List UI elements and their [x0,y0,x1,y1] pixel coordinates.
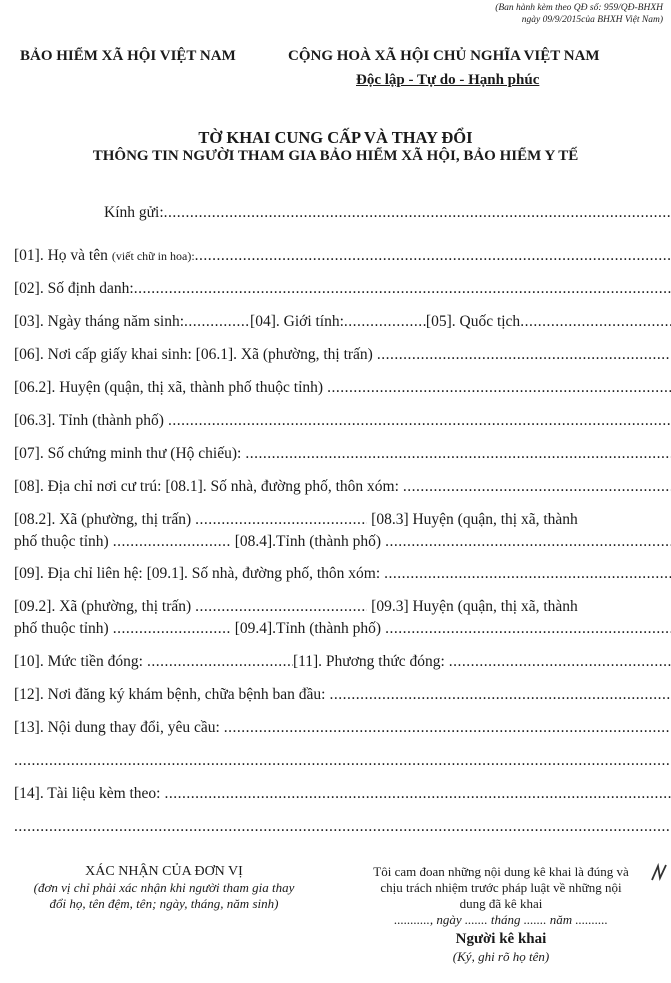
field-14-extra-line[interactable] [14,818,661,836]
field-063-province[interactable] [14,412,661,430]
country-name: CỘNG HOÀ XÃ HỘI CHỦ NGHĨA VIỆT NAM [288,48,600,64]
field-14-label: [14]. Tài liệu kèm theo: [14,785,161,802]
pledge-line2: chịu trách nhiệm trước pháp luật về những nội [380,880,622,895]
field-092-093[interactable] [14,598,661,616]
field-09-dots[interactable] [384,565,671,583]
pledge-line1: Tôi cam đoan những nội dung kê khai là đúng và [373,864,629,879]
field-083-label-cont: phố thuộc tỉnh) [14,533,109,550]
field-08-label: [08]. Địa chỉ nơi cư trú: [08.1]. Số nhà, đường phố, thôn xóm: [14,478,399,495]
field-082-dots[interactable] [195,511,367,529]
date-line[interactable]: ..........., ngày ....... tháng ....... năm .......... [394,912,608,927]
field-13-dots[interactable] [224,719,671,737]
field-13-label: [13]. Nội dung thay đổi, yêu cầu: [14,719,220,736]
field-02-dots[interactable] [134,280,671,298]
field-062-district[interactable] [14,379,661,397]
field-02-id-number[interactable] [14,280,661,298]
field-08-residence[interactable] [14,478,661,496]
pledge-line3: dung đã kê khai [459,896,543,911]
field-03-dots[interactable] [184,313,250,331]
field-05-dots[interactable] [520,313,671,331]
field-13-extra-line[interactable] [14,752,661,770]
field-062-dots[interactable] [327,379,671,397]
field-14-extra-dots[interactable] [14,818,671,836]
handwritten-mark-icon [650,862,670,884]
field-12-health-facility[interactable] [14,686,661,704]
decree-note-line2: ngày 09/9/2015của BHXH Việt Nam) [521,15,663,25]
form-title-line1: TỜ KHAI CUNG CẤP VÀ THAY ĐỔI [198,128,473,147]
unit-confirmation [4,864,324,912]
field-03-label: [03]. Ngày tháng năm sinh: [14,313,185,330]
field-08-dots[interactable] [403,478,671,496]
field-082-083[interactable] [14,511,661,529]
recipient-label: Kính gửi: [104,204,164,221]
field-01-dots[interactable] [195,247,671,265]
unit-title: XÁC NHẬN CỦA ĐƠN VỊ [85,864,243,879]
field-083-dots[interactable] [113,533,231,551]
unit-note-line1: (đơn vị chỉ phải xác nhận khi người tham gia thay [33,880,295,895]
field-01-hint: (viết chữ in hoa): [111,249,195,263]
field-094-label: [09.4].Tỉnh (thành phố) [234,620,382,637]
field-13-change-request[interactable] [14,719,661,737]
declarant-block [340,864,662,965]
field-093-label-cont: phố thuộc tỉnh) [14,620,109,637]
motto: Độc lập - Tự do - Hạnh phúc [356,72,540,88]
field-12-dots[interactable] [329,686,671,704]
field-09-contact-address[interactable] [14,565,661,583]
field-092-label: [09.2]. Xã (phường, thị trấn) [14,598,192,615]
field-01-full-name[interactable] [14,247,661,265]
form-title-line2: THÔNG TIN NGƯỜI THAM GIA BẢO HIỂM XÃ HỘI, BẢO HIỂM Y TẾ [92,148,579,164]
field-06-dots[interactable] [377,346,671,364]
field-063-label: [06.3]. Tỉnh (thành phố) [14,412,164,429]
field-06-label: [06]. Nơi cấp giấy khai sinh: [06.1]. Xã (phường, thị trấn) [14,346,373,363]
field-083-084[interactable] [14,533,661,551]
field-02-label: [02]. Số định danh: [14,280,134,297]
field-03-04-05[interactable] [14,313,661,331]
field-083-label: [08.3] Huyện (quận, thị xã, thành [371,511,578,528]
decree-note [495,2,663,26]
decree-note-line1: (Ban hành kèm theo QĐ số: 959/QĐ-BHXH [495,3,663,13]
recipient-dots[interactable] [164,204,671,222]
field-093-dots[interactable] [113,620,231,638]
field-06-birth-commune[interactable] [14,346,661,364]
field-093-094[interactable] [14,620,661,638]
field-13-extra-dots[interactable] [14,752,671,770]
agency-name: BẢO HIỂM XÃ HỘI VIỆT NAM [20,48,236,64]
field-05-label: [05]. Quốc tịch [425,313,521,330]
field-062-label: [06.2]. Huyện (quận, thị xã, thành phố thuộc tỉnh) [14,379,324,396]
field-11-label: [11]. Phương thức đóng: [292,653,445,670]
field-10-dots[interactable] [147,653,293,671]
field-01-label: [01]. Họ và tên [14,247,108,264]
field-11-dots[interactable] [449,653,671,671]
field-07-id-card[interactable] [14,445,661,463]
field-082-label: [08.2]. Xã (phường, thị trấn) [14,511,192,528]
field-10-label: [10]. Mức tiền đóng: [14,653,143,670]
field-10-11[interactable] [14,653,633,671]
unit-note-line2: đổi họ, tên đệm, tên; ngày, tháng, năm sinh) [49,896,279,911]
declarant-note: (Ký, ghi rõ họ tên) [452,949,550,964]
declarant-title: Người kê khai [455,931,547,947]
field-04-dots[interactable] [344,313,426,331]
field-07-label: [07]. Số chứng minh thư (Hộ chiếu): [14,445,242,462]
field-04-label: [04]. Giới tính: [250,313,344,330]
field-094-dots[interactable] [385,620,671,638]
field-14-dots[interactable] [165,785,671,803]
field-14-attachments[interactable] [14,785,661,803]
field-093-label: [09.3] Huyện (quận, thị xã, thành [371,598,578,615]
field-092-dots[interactable] [195,598,367,616]
field-07-dots[interactable] [245,445,671,463]
field-09-label: [09]. Địa chỉ liên hệ: [09.1]. Số nhà, đường phố, thôn xóm: [14,565,381,582]
recipient-line[interactable] [104,204,543,222]
field-12-label: [12]. Nơi đăng ký khám bệnh, chữa bệnh ban đầu: [14,686,326,703]
field-084-dots[interactable] [385,533,671,551]
field-084-label: [08.4].Tỉnh (thành phố) [234,533,382,550]
field-063-dots[interactable] [168,412,671,430]
